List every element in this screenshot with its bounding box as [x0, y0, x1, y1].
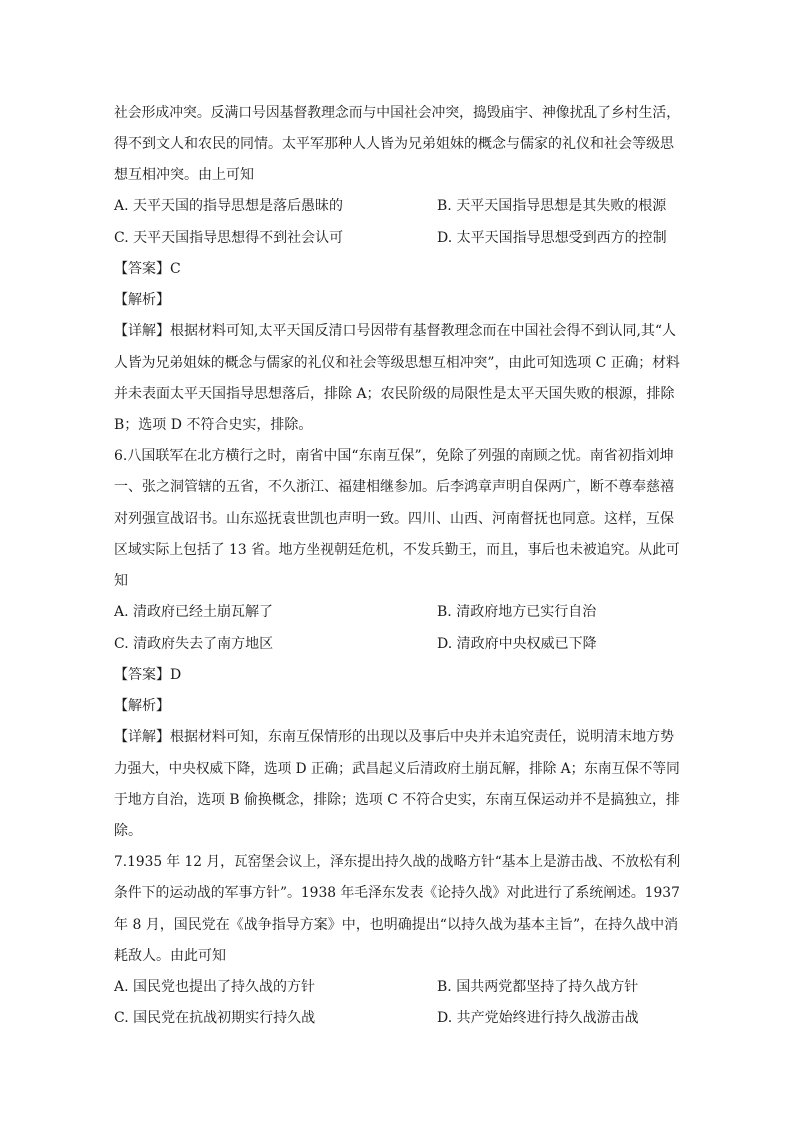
q6-detail-line-4: 除。 [114, 823, 142, 839]
q6-stem-line-4: 区域实际上包括了 13 省。地方坐视朝廷危机，不发兵勤王，而且，事后也未被追究。从此可 [114, 542, 680, 558]
q5-option-a: A. 天平天国的指导思想是落后愚昧的 [114, 198, 344, 214]
q7-stem-line-2: 条件下的运动战的军事方针”。1938 年毛泽东发表《论持久战》对此进行了系统阐述。1937 [114, 885, 680, 901]
q6-stem-line-5: 知 [114, 573, 128, 589]
q5-detail-line-4: B；选项 D 不符合史实，排除。 [114, 417, 313, 433]
q5-stem-line-2: 得不到文人和农民的同情。太平军那种人人皆为兄弟姐妹的概念与儒家的礼仪和社会等级思 [114, 136, 674, 152]
q6-analysis-label: 【解析】 [114, 698, 170, 714]
q6-stem-line-2: 一、张之洞管辖的五省，不久浙江、福建相继参加。后李鸿章声明自保两广，断不尊奉慈禧 [114, 479, 674, 495]
q6-option-b: B. 清政府地方已实行自治 [437, 604, 597, 620]
q7-stem-line-1: 7.1935 年 12 月，瓦窑堡会议上，泽东提出持久战的战略方针“基本上是游击战、不放松有利 [114, 854, 681, 870]
q5-stem-line-3: 想互相冲突。由上可知 [114, 167, 254, 183]
q7-option-a: A. 国民党也提出了持久战的方针 [114, 979, 316, 995]
q7-option-d: D. 共产党始终进行持久战游击战 [437, 1010, 639, 1026]
q7-option-b: B. 国共两党都坚持了持久战方针 [437, 979, 639, 995]
q6-detail-line-3: 于地方自治，选项 B 偷换概念，排除；选项 C 不符合史实，东南互保运动并不是搞独立，排 [114, 792, 680, 808]
q5-answer: 【答案】C [114, 261, 181, 277]
q7-stem-line-3: 年 8 月，国民党在《战争指导方案》中，也明确提出“以持久战为基本主旨”，在持久战中消 [114, 917, 679, 933]
q7-stem-line-4: 耗敌人。由此可知 [114, 948, 226, 964]
q5-detail-line-1: 【详解】根据材料可知,太平天国反清口号因带有基督教理念而在中国社会得不到认同,其“人 [114, 323, 677, 339]
q7-option-c: C. 国民党在抗战初期实行持久战 [114, 1010, 316, 1026]
q6-stem-line-1: 6.八国联军在北方横行之时，南省中国“东南互保”，免除了列强的南顾之忧。南省初指刘坤 [114, 448, 674, 464]
q5-stem-line-1: 社会形成冲突。反满口号因基督教理念而与中国社会冲突，捣毁庙宇、神像扰乱了乡村生活， [114, 105, 681, 121]
q6-detail-line-2: 力强大，中央权威下降，选项 D 正确；武昌起义后清政府土崩瓦解，排除 A；东南互保不等同 [114, 761, 680, 777]
q5-option-d: D. 太平天国指导思想受到西方的控制 [437, 230, 667, 246]
q6-detail-line-1: 【详解】根据材料可知，东南互保情形的出现以及事后中央并未追究责任，说明清末地方势 [114, 729, 674, 745]
q6-option-d: D. 清政府中央权威已下降 [437, 636, 597, 652]
q6-option-c: C. 清政府失去了南方地区 [114, 636, 274, 652]
q6-stem-line-3: 对列强宣战诏书。山东巡抚袁世凯也声明一致。四川、山西、河南督抚也同意。这样，互保 [114, 511, 674, 527]
q5-option-b: B. 天平天国指导思想是其失败的根源 [437, 198, 667, 214]
q5-detail-line-2: 人皆为兄弟姐妹的概念与儒家的礼仪和社会等级思想互相冲突”，由此可知选项 C 正确；材料 [114, 355, 680, 371]
q6-option-a: A. 清政府已经土崩瓦解了 [114, 604, 274, 620]
q5-detail-line-3: 并未表面太平天国指导思想落后，排除 A；农民阶级的局限性是太平天国失败的根源，排除 [114, 386, 675, 402]
q5-option-c: C. 天平天国指导思想得不到社会认可 [114, 230, 344, 246]
q5-analysis-label: 【解析】 [114, 292, 170, 308]
q6-answer: 【答案】D [114, 667, 182, 683]
